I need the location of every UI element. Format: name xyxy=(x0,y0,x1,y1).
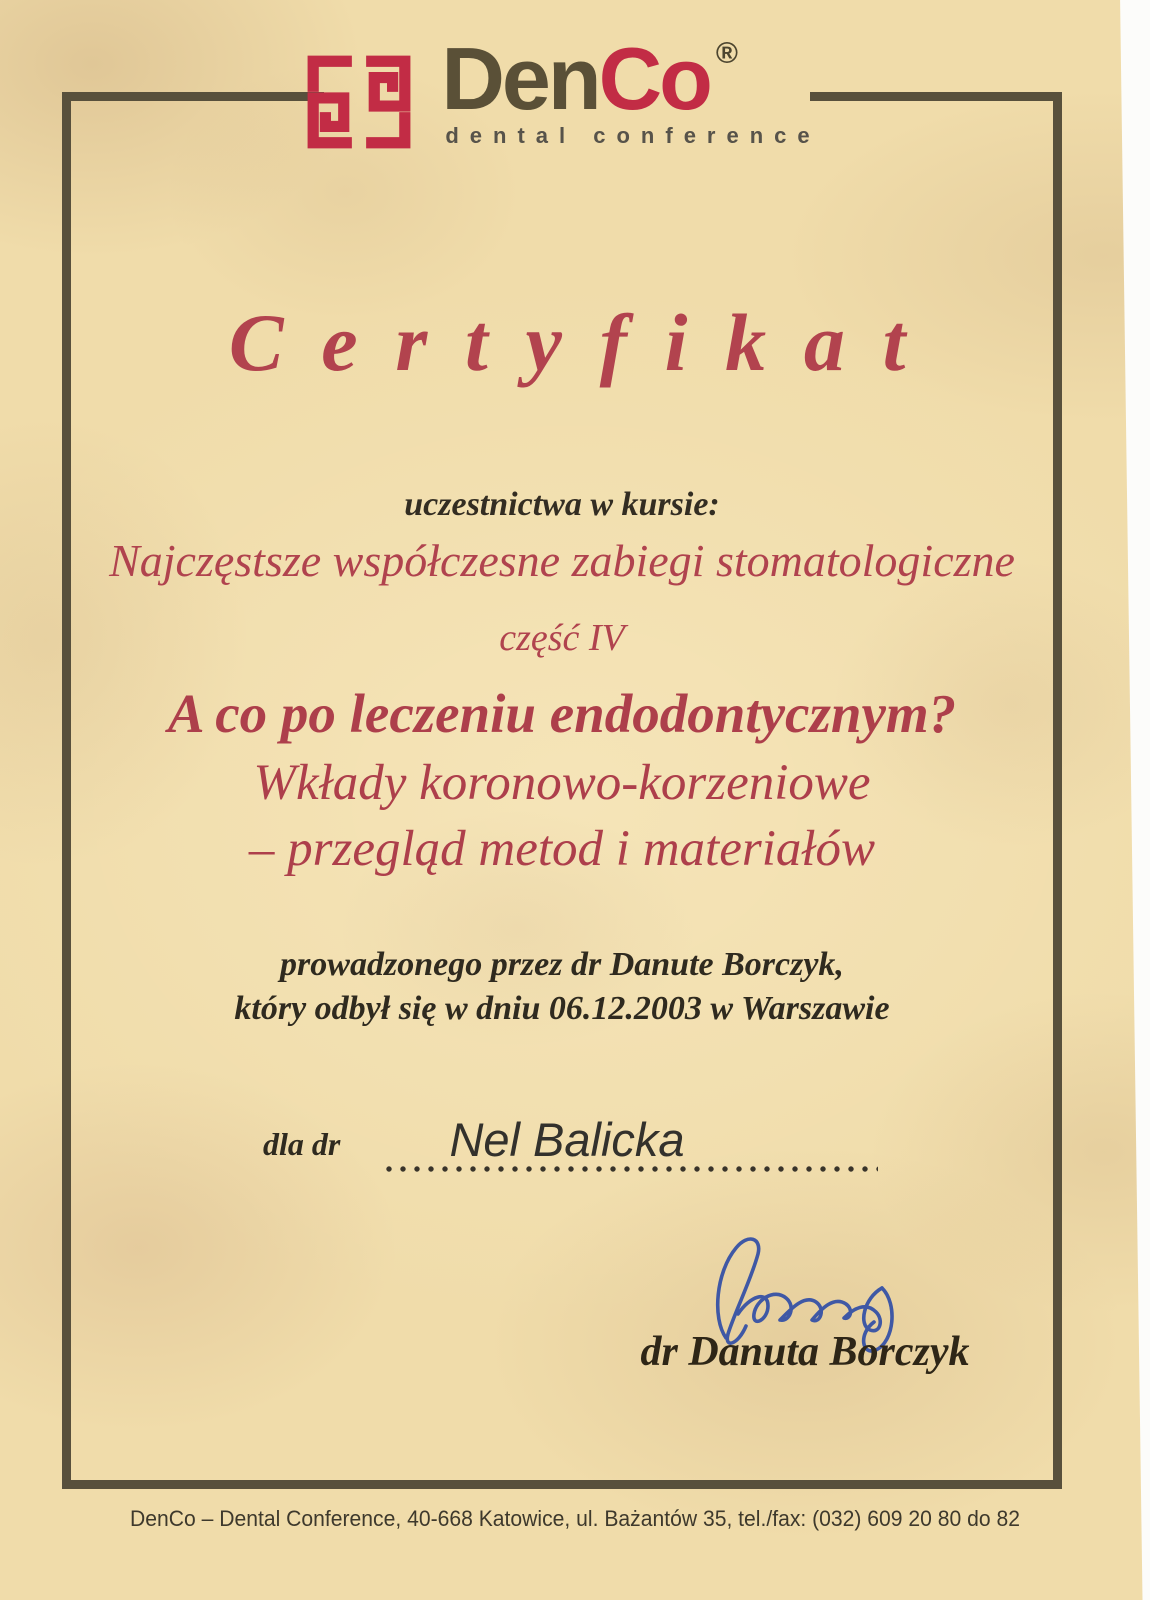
recipient-name: Nel Balicka xyxy=(449,1113,685,1166)
brand-part-co: Co xyxy=(598,29,710,128)
recipient-label: dla dr xyxy=(263,1126,341,1162)
footer-contact-line: DenCo – Dental Conference, 40-668 Katowice, ul. Bażantów 35, tel./fax: (032) 609 20 80 do 82 xyxy=(130,1506,1020,1531)
logo-text-block xyxy=(441,29,821,149)
brand-wordmark xyxy=(441,29,820,128)
participation-intro: uczestnictwa w kursie: xyxy=(404,486,720,523)
registered-trademark-icon: ® xyxy=(715,37,739,70)
brand-part-den: Den xyxy=(441,29,599,128)
course-title-line1: A co po leczeniu endodontycznym? xyxy=(167,683,957,744)
course-date-location-line: który odbył się w dniu 06.12.2003 w Warszawie xyxy=(234,990,890,1027)
logo-header xyxy=(0,29,1124,154)
course-series-title: Najczęstsze współczesne zabiegi stomatologiczne xyxy=(109,535,1015,586)
course-title-line2: Wkłady koronowo-korzeniowe xyxy=(253,755,871,811)
frame-border-bottom xyxy=(62,1480,1062,1489)
conducted-by-line: prowadzonego przez dr Danute Borczyk, xyxy=(280,946,844,983)
brand-subtitle: dental conference xyxy=(445,123,821,149)
recipient-name-dotted-line xyxy=(386,1166,878,1174)
course-part-label: część IV xyxy=(499,617,625,659)
denco-maze-icon xyxy=(303,50,415,154)
signer-name: dr Danuta Borczyk xyxy=(640,1329,970,1375)
certificate-title: Certyfikat xyxy=(228,297,944,388)
course-title-line3: – przegląd metod i materiałów xyxy=(248,821,876,877)
